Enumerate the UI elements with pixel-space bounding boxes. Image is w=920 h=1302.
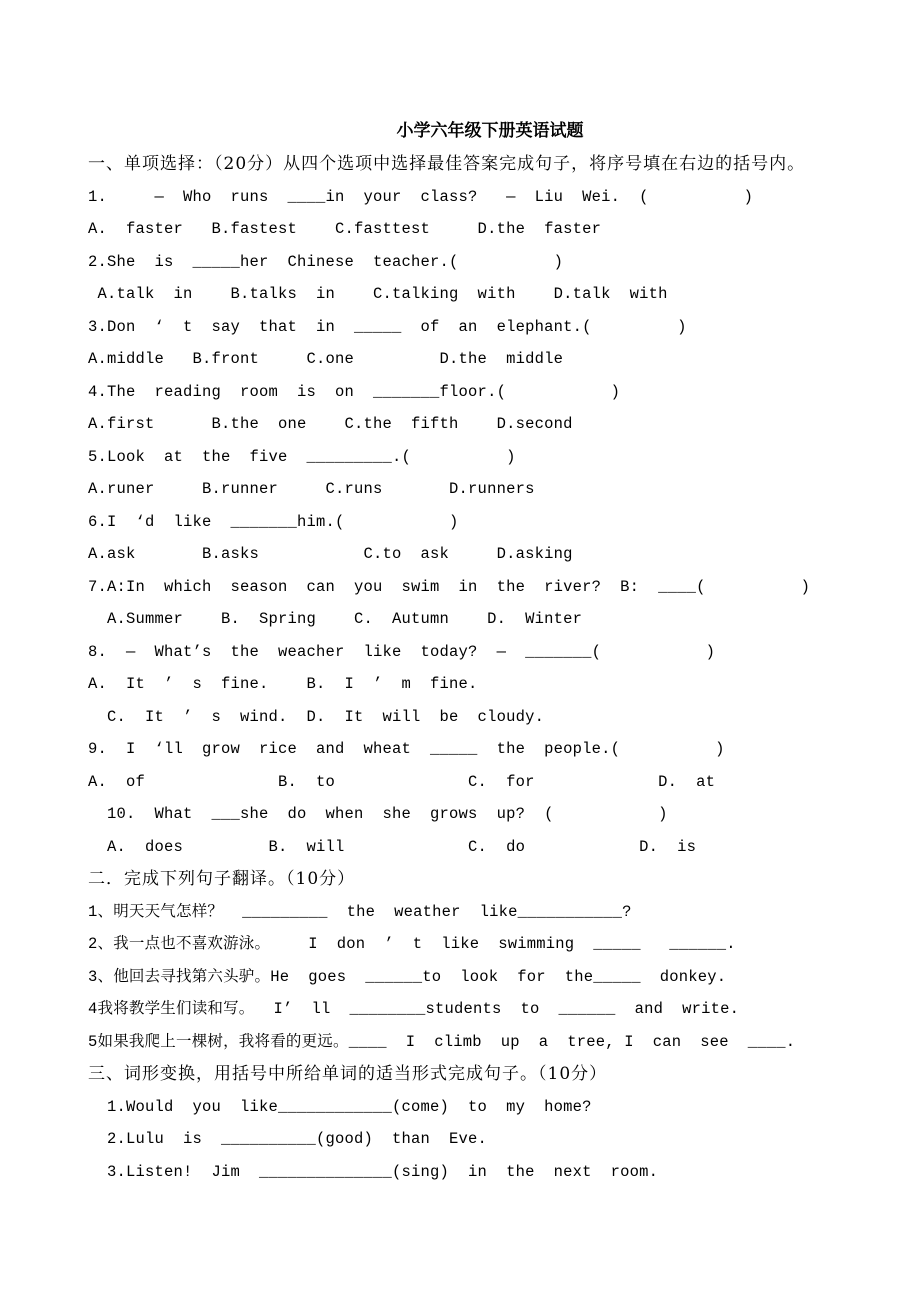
question-line: 3、他回去寻找第六头驴。He goes ______to look for the_____ donkey. [88, 967, 727, 986]
question-line: 5.Look at the five _________.( ) [88, 447, 516, 466]
question-line: 3.Don ‘ t say that in _____ of an elephant.( ) [88, 317, 687, 336]
question-line: A. does B. will C. do D. is [88, 837, 697, 856]
question-line: A.talk in B.talks in C.talking with D.talk with [88, 285, 668, 303]
question-line: A.ask B.asks C.to ask D.asking [88, 545, 573, 563]
question-line: 9. I ‘ll grow rice and wheat _____ the people.( ) [88, 740, 725, 758]
question-line: 10. What ___she do when she grows up? ( ) [88, 805, 668, 823]
section-heading: 一、单项选择：（20分）从四个选项中选择最佳答案完成句子，将序号填在右边的括号内。 [88, 154, 806, 174]
question-line: A. faster B.fastest C.fasttest D.the faster [88, 220, 602, 238]
question-line: 5如果我爬上一棵树，我将看的更远。____ I climb up a tree, I can see ____. [88, 1032, 796, 1051]
question-line: 1.Would you like____________(come) to my home? [88, 1097, 592, 1116]
question-line: A.middle B.front C.one D.the middle [88, 350, 564, 368]
question-line: 2.Lulu is __________(good) than Eve. [88, 1130, 488, 1148]
question-line: C. It ’ s wind. D. It will be cloudy. [88, 707, 545, 726]
question-line: 4.The reading room is on _______floor.( ) [88, 382, 621, 401]
question-line: A. It ’ s fine. B. I ’ m fine. [88, 675, 478, 693]
question-line: 2.She is _____her Chinese teacher.( ) [88, 252, 564, 271]
question-line: 3.Listen! Jim ______________(sing) in the next room. [88, 1162, 659, 1181]
page-title: 小学六年级下册英语试题 [396, 121, 584, 141]
question-line: A. of B. to C. for D. at [88, 772, 716, 791]
question-line: 8. — What’s the weacher like today? — _______( ) [88, 642, 716, 661]
question-line: 4我将教学生们读和写。 I’ ll ________students to ______ and write. [88, 1000, 740, 1018]
section-heading: 二．完成下列句子翻译。（10分） [88, 869, 356, 889]
question-line: A.Summer B. Spring C. Autumn D. Winter [88, 610, 583, 628]
question-line: 1. — Who runs ____in your class? — Liu Wei. ( ) [88, 187, 754, 206]
question-line: 2、我一点也不喜欢游泳。 I don ’ t like swimming _____ ______. [88, 935, 736, 953]
question-line: A.first B.the one C.the fifth D.second [88, 415, 573, 433]
question-line: 7.A:In which season can you swim in the river? B: ____( ) [88, 577, 811, 596]
section-heading: 三、词形变换，用括号中所给单词的适当形式完成句子。（10分） [88, 1064, 608, 1084]
question-line: 6.I ‘d like _______him.( ) [88, 512, 459, 531]
question-line: A.runer B.runner C.runs D.runners [88, 480, 535, 498]
exam-body [88, 148, 888, 1188]
question-line: 1、明天天气怎样？ _________ the weather like___________? [88, 902, 632, 921]
